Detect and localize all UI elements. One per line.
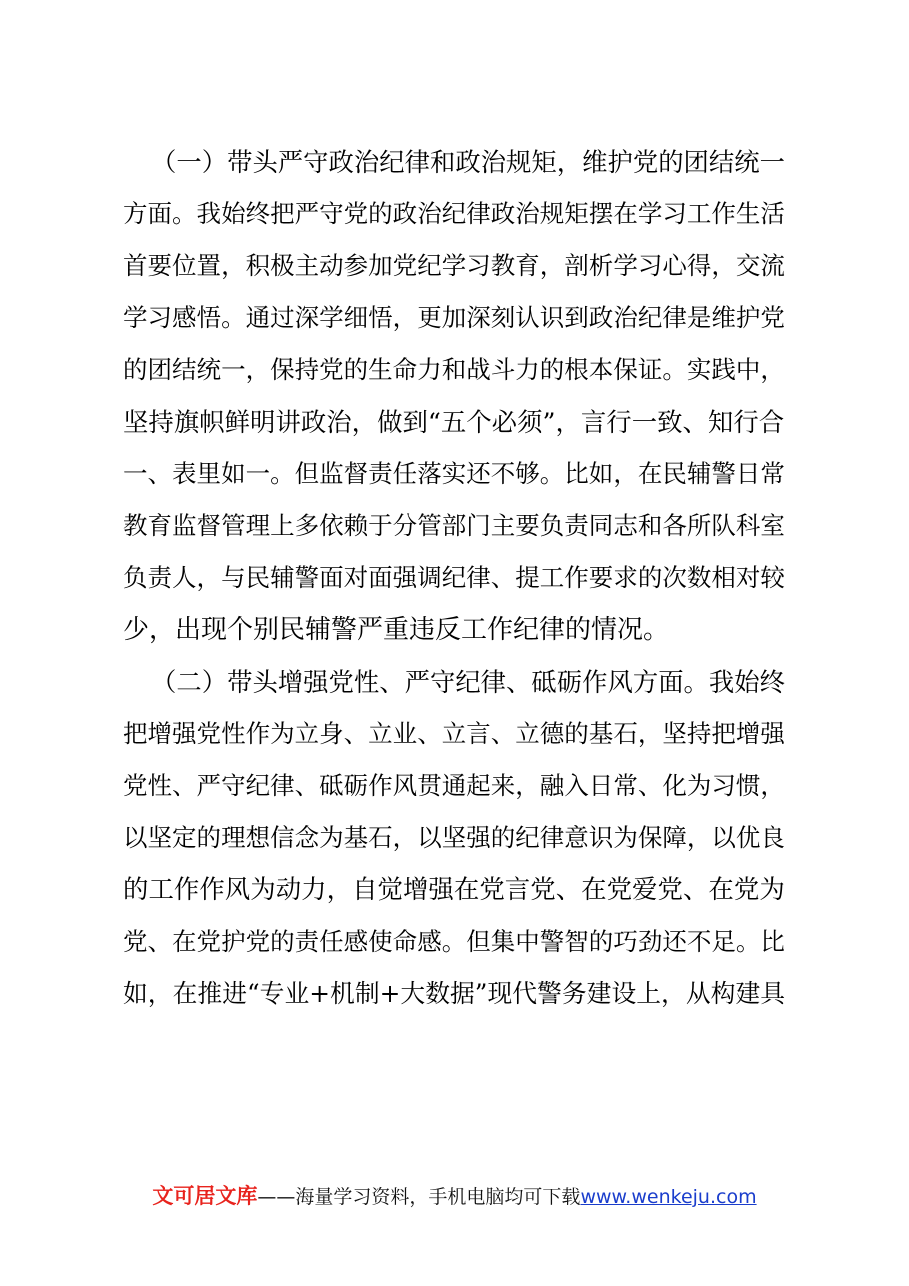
footer-banner [0, 1180, 909, 1213]
text-line: 党性、严守纪律、砥砺作风贯通起来，融入日常、化为习惯， [123, 771, 785, 800]
text-line: 一、表里如一。但监督责任落实还不够。比如，在民辅警日常 [123, 459, 785, 488]
footer-website-link[interactable]: www.wenkeju.com [580, 1186, 757, 1208]
text-line: 首要位置，积极主动参加党纪学习教育，剖析学习心得，交流 [123, 251, 785, 280]
text-line: （一）带头严守政治纪律和政治规矩，维护党的团结统一 [151, 147, 785, 177]
text-line: 如，在推进“专业+机制+大数据”现代警务建设上，从构建具 [123, 979, 786, 1008]
text-line: 教育监督管理上多依赖于分管部门主要负责同志和各所队科室 [123, 511, 785, 540]
text-line: 少，出现个别民辅警严重违反工作纪律的情况。 [123, 615, 670, 645]
text-line: 坚持旗帜鲜明讲政治，做到“五个必须”，言行一致、知行合 [123, 407, 785, 437]
text-line: 的团结统一，保持党的生命力和战斗力的根本保证。实践中， [123, 355, 785, 384]
text-line: 负责人，与民辅警面对面强调纪律、提工作要求的次数相对较 [123, 563, 785, 592]
text-line: 把增强党性作为立身、立业、立言、立德的基石，坚持把增强 [123, 719, 785, 748]
text-line: （二）带头增强党性、严守纪律、砥砺作风方面。我始终 [151, 667, 785, 697]
text-line: 的工作作风为动力，自觉增强在党言党、在党爱党、在党为 [123, 875, 785, 905]
text-line: 党、在党护党的责任感使命感。但集中警智的巧劲还不足。比 [123, 927, 785, 956]
footer-tagline: ——海量学习资料，手机电脑均可下载 [257, 1186, 581, 1208]
footer-brand: 文可居文库 [152, 1184, 258, 1208]
text-line: 学习感悟。通过深学细悟，更加深刻认识到政治纪律是维护党 [123, 303, 785, 332]
text-line: 以坚定的理想信念为基石，以坚强的纪律意识为保障，以优良 [123, 823, 785, 852]
text-line: 方面。我始终把严守党的政治纪律政治规矩摆在学习工作生活 [123, 199, 785, 228]
